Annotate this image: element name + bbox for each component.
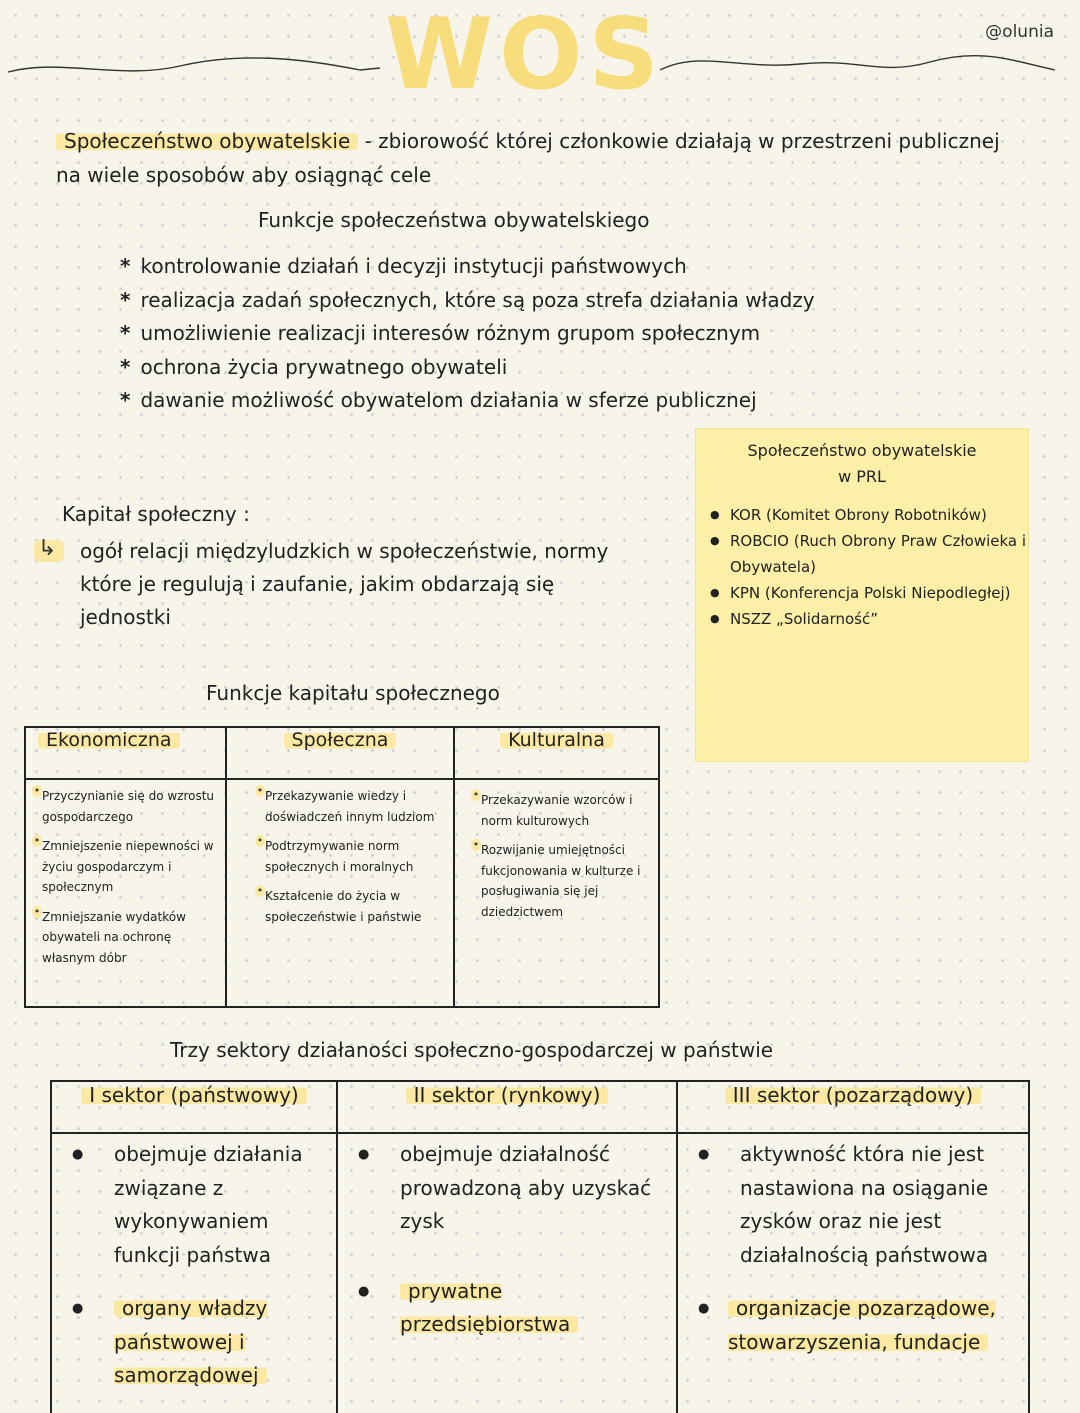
- table-cell: [454, 779, 659, 1007]
- list-item: • Podtrzymywanie norm społecznych i moralnych: [257, 836, 447, 877]
- column-header: II sektor (rynkowy): [337, 1081, 677, 1133]
- functions-heading: Funkcje społeczeństwa obywatelskiego: [258, 208, 650, 232]
- prl-list: [696, 502, 1028, 632]
- list-item: ● KPN (Konferencja Polski Niepodległej): [710, 580, 1028, 606]
- list-item: * umożliwienie realizacji interesów różnym grupom społecznym: [120, 317, 815, 351]
- list-item: ● obejmuje działalność prowadzoną aby uzyskać zysk: [358, 1138, 668, 1239]
- column-header: I sektor (państwowy): [51, 1081, 337, 1133]
- arrow-icon: ↳: [38, 536, 57, 561]
- list-item: ● organizacje pozarządowe, stowarzyszenia, fundacje: [698, 1292, 1020, 1359]
- page-title: WOS: [385, 0, 665, 112]
- list-item: * realizacja zadań społecznych, które są poza strefa działania władzy: [120, 284, 815, 318]
- definition-term: Społeczeństwo obywatelskie: [56, 129, 358, 153]
- table-cell: [226, 779, 454, 1007]
- definition-text: - zbiorowość której członkowie działają w przestrzeni publicznej na wiele sposobów aby osiągnąć cele: [56, 129, 1000, 187]
- list-item: • Kształcenie do życia w społeczeństwie i państwie: [257, 886, 447, 927]
- list-item: ● prywatne przedsiębiorstwa: [358, 1275, 668, 1342]
- list-item: * kontrolowanie działań i decyzji instytucji państwowych: [120, 250, 815, 284]
- list-item: ● aktywność która nie jest nastawiona na osiąganie zysków oraz nie jest działalnością państwowa: [698, 1138, 1020, 1272]
- column-header: Ekonomiczna: [25, 727, 226, 779]
- author-handle: @olunia: [985, 22, 1054, 42]
- column-header: Społeczna: [226, 727, 454, 779]
- capital-functions-table: [24, 726, 660, 1008]
- list-item: • Przyczynianie się do wzrostu gospodarczego: [34, 786, 219, 827]
- list-item: ● organy władzy państwowej i samorządowej: [72, 1292, 328, 1393]
- functions-list: [120, 250, 815, 418]
- social-capital-body: ogół relacji międzyludzkich w społeczeństwie, normy które je regulują i zaufanie, jakim obdarzają się jednostki: [80, 539, 609, 629]
- sectors-heading: Trzy sektory działaności społeczno-gospodarczej w państwie: [170, 1038, 774, 1062]
- column-header: Kulturalna: [454, 727, 659, 779]
- list-item: • Zmniejszanie wydatków obywateli na ochronę własnym dóbr: [34, 907, 219, 969]
- list-item: ● NSZZ „Solidarność”: [710, 606, 1028, 632]
- column-header: III sektor (pozarządowy): [677, 1081, 1029, 1133]
- table-cell: [51, 1133, 337, 1413]
- table-cell: [337, 1133, 677, 1413]
- prl-title: Społeczeństwo obywatelskie w PRL: [747, 441, 977, 486]
- list-item: • Przekazywanie wiedzy i doświadczeń innym ludziom: [257, 786, 447, 827]
- list-item: • Przekazywanie wzorców i norm kulturowych: [473, 790, 652, 831]
- list-item: • Rozwijanie umiejętności fukcjonowania w kulturze i posługiwania się jej dziedzictwem: [473, 840, 652, 922]
- capital-functions-heading: Funkcje kapitału społecznego: [206, 681, 500, 705]
- sectors-table: [50, 1080, 1030, 1413]
- prl-sticky-note: [695, 428, 1029, 762]
- table-cell: [25, 779, 226, 1007]
- definition: [56, 124, 1016, 192]
- list-item: ● KOR (Komitet Obrony Robotników): [710, 502, 1028, 528]
- list-item: ● ROBCIO (Ruch Obrony Praw Człowieka i Obywatela): [710, 528, 1028, 580]
- list-item: ● obejmuje działania związane z wykonywaniem funkcji państwa: [72, 1138, 328, 1272]
- table-cell: [677, 1133, 1029, 1413]
- list-item: • Zmniejszenie niepewności w życiu gospodarczym i społecznym: [34, 836, 219, 898]
- social-capital-title: Kapitał społeczny :: [62, 502, 250, 526]
- list-item: * ochrona życia prywatnego obywateli: [120, 351, 815, 385]
- list-item: * dawanie możliwość obywatelom działania w sferze publicznej: [120, 384, 815, 418]
